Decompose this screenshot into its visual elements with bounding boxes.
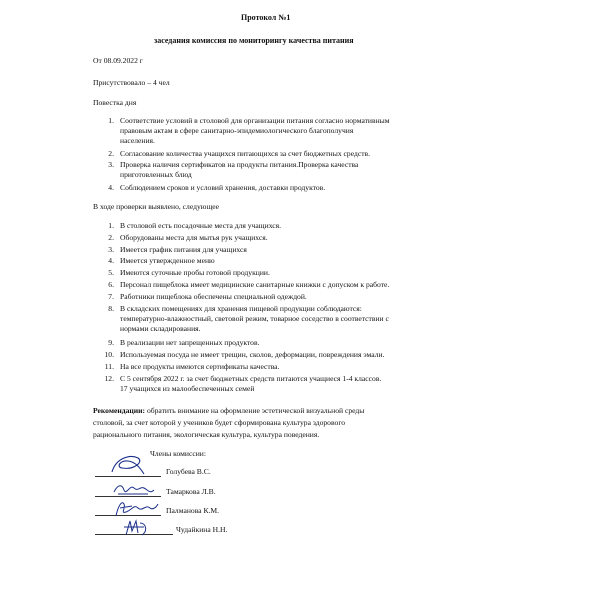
recommendations-label: Рекомендации: [93, 406, 146, 415]
commission-heading: Члены комиссии: [150, 449, 206, 458]
document-title: Протокол №1 [241, 13, 291, 22]
signature-mark [108, 452, 148, 478]
document-page: Протокол №1 заседания комиссия по мониторингу качества питания От 08.09.2022 г Присутствовало – 4 чел Повестка дня 1. Соответствие условий в столовой для организации питания согласно нормативным правовым актам в сфере санитарно-эпидемиологического благополучия населения. 2. Согласование количества учащихся питающихся за счет бюджетных средств. 3. Проверка наличия сертификатов на продукты питания.Проверка качества приготовленных блюд 4. Соблюдением сроков и условий хранения, доставки продуктов. В ходе проверки выявлено, следующее 1. В столовой есть посадочные места для учащихся. 2. Оборудованы места для мытья рук учащихся. 3. Имеется график питания для учащихся 4. Имеется утвержденное меню 5. Имеются суточные пробы готовой продукции. 6. Персонал пищеблока имеет медицинские санитарные книжки с допуском к работе. 7. Работники пищеблока обеспечены специальной одеждой. 8. В складских помещениях для хранения пищевой продукции соблюдаются: температурно-влажностный, световой режим, товарное соседство в соответствии с нормами складирования. 9. В реализации нет запрещенных продуктов. 10. Используемая посуда не имеет трещин, сколов, деформации, повреждения эмали. 11. На все продукты имеются сертификаты качества. 12. С 5 сентября 2022 г. за счет бюджетных средств питаются учащиеся 1-4 классов. 17 учащихся из малообеспеченных семей Рекомендации: обратить внимание на оформление эстетической визуальной среды столовой, за счет которой у учеников будет сформирована культура здорового рационального питания, экологическая культура, культура поведения. Члены комиссии: Голубева В.С. Тамаркова Л.В. Палманова К.М. Чудайкина Н.Н. [0, 0, 600, 589]
findings-heading: В ходе проверки выявлено, следующее [93, 202, 220, 211]
present-line: Присутствовало – 4 чел [93, 78, 170, 87]
date-line: От 08.09.2022 г [93, 56, 143, 65]
member-name: Голубева В.С. [166, 467, 211, 476]
member-name: Чудайкина Н.Н. [176, 525, 228, 534]
signature-mark [112, 480, 156, 500]
agenda-heading: Повестка дня [93, 98, 137, 107]
member-name: Палманова К.М. [166, 506, 220, 515]
recommendations-line-2: столовой, за счет которой у учеников будет сформирована культура здорового [93, 418, 346, 427]
member-name: Тамаркова Л.В. [166, 487, 216, 496]
recommendations-line-3: рационального питания, экологическая культура, культура поведения. [93, 430, 320, 439]
recommendations-line-1: Рекомендации: обратить внимание на оформление эстетической визуальной среды [93, 406, 365, 415]
document-subtitle: заседания комиссия по мониторингу качества питания [154, 36, 354, 45]
signature-mark [120, 517, 150, 539]
